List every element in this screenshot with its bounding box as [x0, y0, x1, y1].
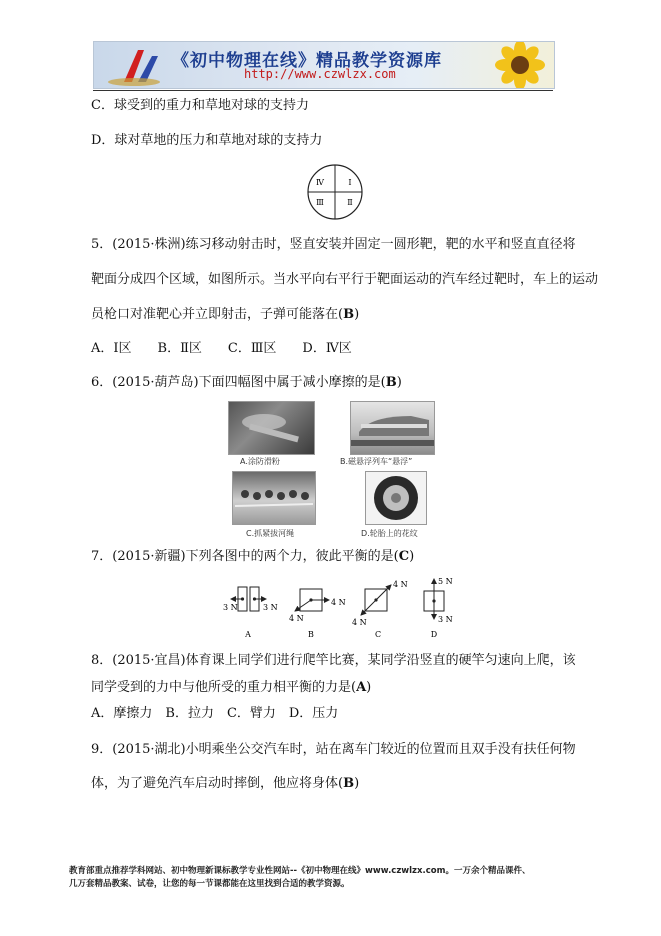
photo-b-image: [351, 402, 434, 454]
q7-line: [91, 549, 414, 565]
photo-a: [228, 401, 315, 455]
q8-line2: [91, 680, 371, 696]
q5-options: A．Ⅰ区 B．Ⅱ区 C．Ⅲ区 D．Ⅳ区: [91, 341, 352, 356]
photo-b-caption: B.磁悬浮列车“悬浮”: [340, 457, 413, 466]
force-b-right-label: 4 N: [331, 598, 346, 607]
force-a-right-label: 3 N: [263, 603, 278, 612]
photo-a-caption: A.涂防滑粉: [240, 457, 280, 466]
q7-close: ): [409, 549, 415, 564]
option-d: D．球对草地的压力和草地对球的支持力: [91, 133, 323, 148]
force-diagram-c: [352, 580, 408, 639]
force-diagrams: [215, 575, 460, 643]
q5-answer: B: [343, 307, 355, 322]
q9-answer: B: [343, 776, 355, 791]
force-b-label: B: [308, 630, 314, 639]
option-c: C．球受到的重力和草地对球的支持力: [91, 98, 309, 113]
q7-answer: C: [398, 549, 410, 564]
banner-title: 《初中物理在线》精品教学资源库: [172, 51, 442, 71]
photo-c-image: [233, 472, 315, 524]
photo-d-caption: D.轮胎上的花纹: [361, 529, 418, 538]
photo-a-image: [229, 402, 314, 454]
force-c-bottom-label: 4 N: [352, 618, 367, 627]
tire-icon: [366, 472, 426, 524]
footer-line1: 教育部重点推荐学科网站、初中物理新课标教学专业性网站--《初中物理在线》www.czwlzx.com。一万余个精品课件、: [69, 866, 531, 876]
photo-c: [232, 471, 316, 525]
q6-stem: 6．(2015·葫芦岛)下面四幅图中属于减小摩擦的是(: [91, 375, 386, 390]
q5-line3: [91, 307, 359, 323]
force-a-label: A: [245, 630, 251, 639]
force-diagram-a: [223, 587, 278, 639]
q9-line1: 9．(2015·湖北)小明乘坐公交汽车时，站在离车门较近的位置而且双手没有扶任何物: [91, 742, 576, 757]
q9-stem: 体，为了避免汽车启动时摔倒，他应将身体(: [91, 776, 344, 791]
q9-line2: [91, 776, 359, 792]
q5-stem: 员枪口对准靶心并立即射击，子弹可能落在(: [91, 307, 344, 322]
q8-close: ): [366, 680, 372, 695]
force-diagram-d: [424, 577, 453, 639]
force-b-left-label: 4 N: [289, 614, 304, 623]
q5-line2: 靶面分成四个区域，如图所示。当水平向右平行于靶面运动的汽车经过靶时，车上的运动: [91, 272, 599, 287]
target-zone-4: Ⅳ: [316, 178, 324, 187]
target-zone-1: Ⅰ: [348, 178, 352, 187]
q6-answer: B: [385, 375, 397, 390]
force-c-label: C: [374, 630, 382, 639]
sunflower-icon: [486, 42, 554, 88]
q8-answer: A: [356, 680, 367, 695]
q9-close: ): [354, 776, 360, 791]
header-rule: [93, 90, 553, 91]
q6-line: [91, 375, 402, 391]
target-zone-3: Ⅲ: [316, 198, 324, 207]
force-a-left-label: 3 N: [223, 603, 238, 612]
q6-close: ): [396, 375, 402, 390]
banner-url[interactable]: http://www.czwlzx.com: [244, 67, 396, 81]
target-figure: [306, 163, 364, 221]
q5-close: ): [354, 307, 360, 322]
target-zone-2: Ⅱ: [347, 198, 353, 207]
header-banner: [93, 41, 555, 89]
force-d-label: D: [430, 630, 438, 639]
photo-d: [365, 471, 427, 525]
force-diagram-b: [289, 589, 346, 639]
force-d-bottom-label: 3 N: [438, 615, 453, 624]
photo-c-caption: C.抓紧拔河绳: [246, 529, 295, 538]
q8-options: A．摩擦力 B．拉力 C．臂力 D．压力: [91, 706, 339, 721]
q8-line1: 8．(2015·宜昌)体育课上同学们进行爬竿比赛，某同学沿竖直的硬竿匀速向上爬，该: [91, 653, 576, 668]
q8-stem: 同学受到的力中与他所受的重力相平衡的力是(: [91, 680, 357, 695]
q7-stem: 7．(2015·新疆)下列各图中的两个力，彼此平衡的是(: [91, 549, 399, 564]
force-c-top-label: 4 N: [393, 580, 408, 589]
photo-b: [350, 401, 435, 455]
footer-line2: 几万套精品教案、试卷，让您的每一节课都能在这里找到合适的教学资源。: [69, 879, 350, 889]
force-d-top-label: 5 N: [438, 577, 453, 586]
q5-line1: 5．(2015·株洲)练习移动射击时，竖直安装并固定一圆形靶，靶的水平和竖直直径将: [91, 237, 576, 252]
